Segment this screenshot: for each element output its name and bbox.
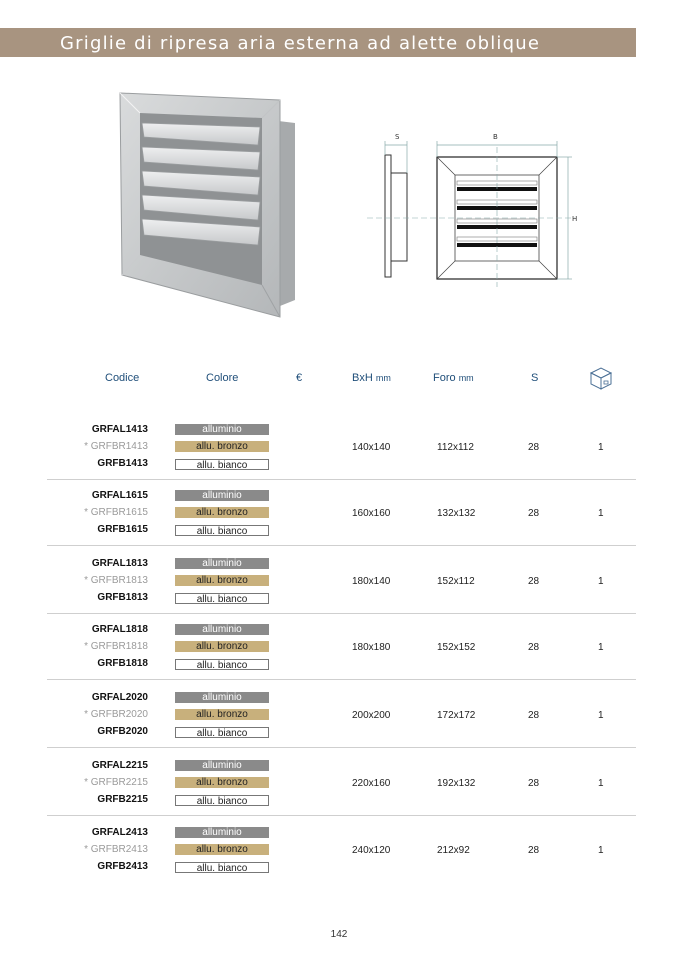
table-row bbox=[0, 760, 678, 826]
table-row bbox=[0, 424, 678, 490]
table-row bbox=[0, 490, 678, 556]
code-alluminio: GRFAL2413 bbox=[91, 827, 148, 838]
header-foro bbox=[433, 372, 474, 384]
header-bxh bbox=[352, 372, 391, 384]
cell-s: 28 bbox=[528, 778, 540, 789]
header-codice: Codice bbox=[105, 372, 140, 384]
code-alluminio: GRFAL1818 bbox=[91, 624, 148, 635]
code-bronzo: * GRFBR2020 bbox=[84, 709, 148, 720]
swatch-alluminio: alluminio bbox=[175, 558, 269, 569]
cell-bxh: 220x160 bbox=[352, 778, 391, 789]
code-bronzo: * GRFBR1615 bbox=[84, 507, 148, 518]
swatch-bianco: allu. bianco bbox=[175, 795, 269, 806]
cell-s: 28 bbox=[528, 576, 540, 587]
code-bronzo: * GRFBR2215 bbox=[84, 777, 148, 788]
row-divider bbox=[47, 815, 636, 816]
cell-s: 28 bbox=[528, 710, 540, 721]
swatch-bronzo: allu. bronzo bbox=[175, 641, 269, 652]
header-bxh-unit: mm bbox=[375, 373, 391, 383]
cell-foro: 152x152 bbox=[437, 642, 476, 653]
code-bianco: GRFB2020 bbox=[97, 726, 148, 737]
cell-bxh: 140x140 bbox=[352, 442, 391, 453]
code-bianco: GRFB1818 bbox=[97, 658, 148, 669]
cell-s: 28 bbox=[528, 442, 540, 453]
cell-qty: 1 bbox=[598, 642, 604, 653]
cell-foro: 152x112 bbox=[437, 576, 475, 587]
swatch-bianco: allu. bianco bbox=[175, 525, 269, 536]
swatch-bronzo: allu. bronzo bbox=[175, 441, 269, 452]
cell-qty: 1 bbox=[598, 442, 604, 453]
swatch-alluminio: alluminio bbox=[175, 490, 269, 501]
cell-foro: 112x112 bbox=[437, 442, 474, 453]
cell-qty: 1 bbox=[598, 778, 604, 789]
grille-product-photo bbox=[110, 85, 300, 325]
cell-foro: 132x132 bbox=[437, 508, 476, 519]
swatch-alluminio: alluminio bbox=[175, 424, 269, 435]
row-divider bbox=[47, 479, 636, 480]
swatch-bronzo: allu. bronzo bbox=[175, 844, 269, 855]
cell-qty: 1 bbox=[598, 710, 604, 721]
cell-bxh: 240x120 bbox=[352, 845, 391, 856]
swatch-alluminio: alluminio bbox=[175, 827, 269, 838]
swatch-bianco: allu. bianco bbox=[175, 659, 269, 670]
code-alluminio: GRFAL2215 bbox=[91, 760, 148, 771]
cell-foro: 212x92 bbox=[437, 845, 470, 856]
swatch-bronzo: allu. bronzo bbox=[175, 507, 269, 518]
cell-bxh: 160x160 bbox=[352, 508, 391, 519]
code-alluminio: GRFAL2020 bbox=[91, 692, 148, 703]
cell-bxh: 180x180 bbox=[352, 642, 391, 653]
code-bianco: GRFB1413 bbox=[97, 458, 148, 469]
cell-qty: 1 bbox=[598, 508, 604, 519]
code-alluminio: GRFAL1413 bbox=[91, 424, 148, 435]
code-bronzo: * GRFBR1413 bbox=[84, 441, 148, 452]
header-bxh-label: BxH bbox=[352, 372, 373, 384]
header-euro: € bbox=[296, 372, 303, 384]
swatch-alluminio: alluminio bbox=[175, 760, 269, 771]
code-bronzo: * GRFBR2413 bbox=[84, 844, 148, 855]
code-bronzo: * GRFBR1818 bbox=[84, 641, 148, 652]
row-divider bbox=[47, 613, 636, 614]
swatch-bronzo: allu. bronzo bbox=[175, 575, 269, 586]
swatch-bianco: allu. bianco bbox=[175, 862, 269, 873]
page-title: Griglie di ripresa aria esterna ad alette oblique bbox=[60, 33, 541, 54]
label-b: B bbox=[493, 133, 498, 141]
page-number: 142 bbox=[330, 929, 348, 940]
label-h: H bbox=[572, 215, 578, 223]
swatch-bianco: allu. bianco bbox=[175, 459, 269, 470]
cell-foro: 192x132 bbox=[437, 778, 476, 789]
cell-foro: 172x172 bbox=[437, 710, 476, 721]
cell-bxh: 180x140 bbox=[352, 576, 391, 587]
cell-qty: 1 bbox=[598, 576, 604, 587]
code-bianco: GRFB2215 bbox=[97, 794, 148, 805]
swatch-bianco: allu. bianco bbox=[175, 727, 269, 738]
table-row bbox=[0, 558, 678, 624]
label-s: S bbox=[395, 133, 400, 141]
row-divider bbox=[47, 747, 636, 748]
code-bianco: GRFB1813 bbox=[97, 592, 148, 603]
code-alluminio: GRFAL1615 bbox=[91, 490, 148, 501]
row-divider bbox=[47, 679, 636, 680]
header-s: S bbox=[531, 372, 539, 384]
header-foro-unit: mm bbox=[458, 373, 474, 383]
title-bar bbox=[0, 28, 636, 57]
cell-qty: 1 bbox=[598, 845, 604, 856]
header-colore: Colore bbox=[206, 372, 239, 384]
cell-s: 28 bbox=[528, 508, 540, 519]
box-icon bbox=[588, 365, 614, 391]
swatch-bronzo: allu. bronzo bbox=[175, 709, 269, 720]
cell-s: 28 bbox=[528, 845, 540, 856]
code-bianco: GRFB1615 bbox=[97, 524, 148, 535]
table-row bbox=[0, 692, 678, 758]
technical-drawing bbox=[365, 125, 585, 290]
header-foro-label: Foro bbox=[433, 372, 456, 384]
code-bianco: GRFB2413 bbox=[97, 861, 148, 872]
row-divider bbox=[47, 545, 636, 546]
table-row bbox=[0, 827, 678, 893]
cell-s: 28 bbox=[528, 642, 540, 653]
swatch-bianco: allu. bianco bbox=[175, 593, 269, 604]
swatch-bronzo: allu. bronzo bbox=[175, 777, 269, 788]
swatch-alluminio: alluminio bbox=[175, 692, 269, 703]
code-alluminio: GRFAL1813 bbox=[91, 558, 148, 569]
swatch-alluminio: alluminio bbox=[175, 624, 269, 635]
table-row bbox=[0, 624, 678, 690]
code-bronzo: * GRFBR1813 bbox=[84, 575, 148, 586]
cell-bxh: 200x200 bbox=[352, 710, 391, 721]
